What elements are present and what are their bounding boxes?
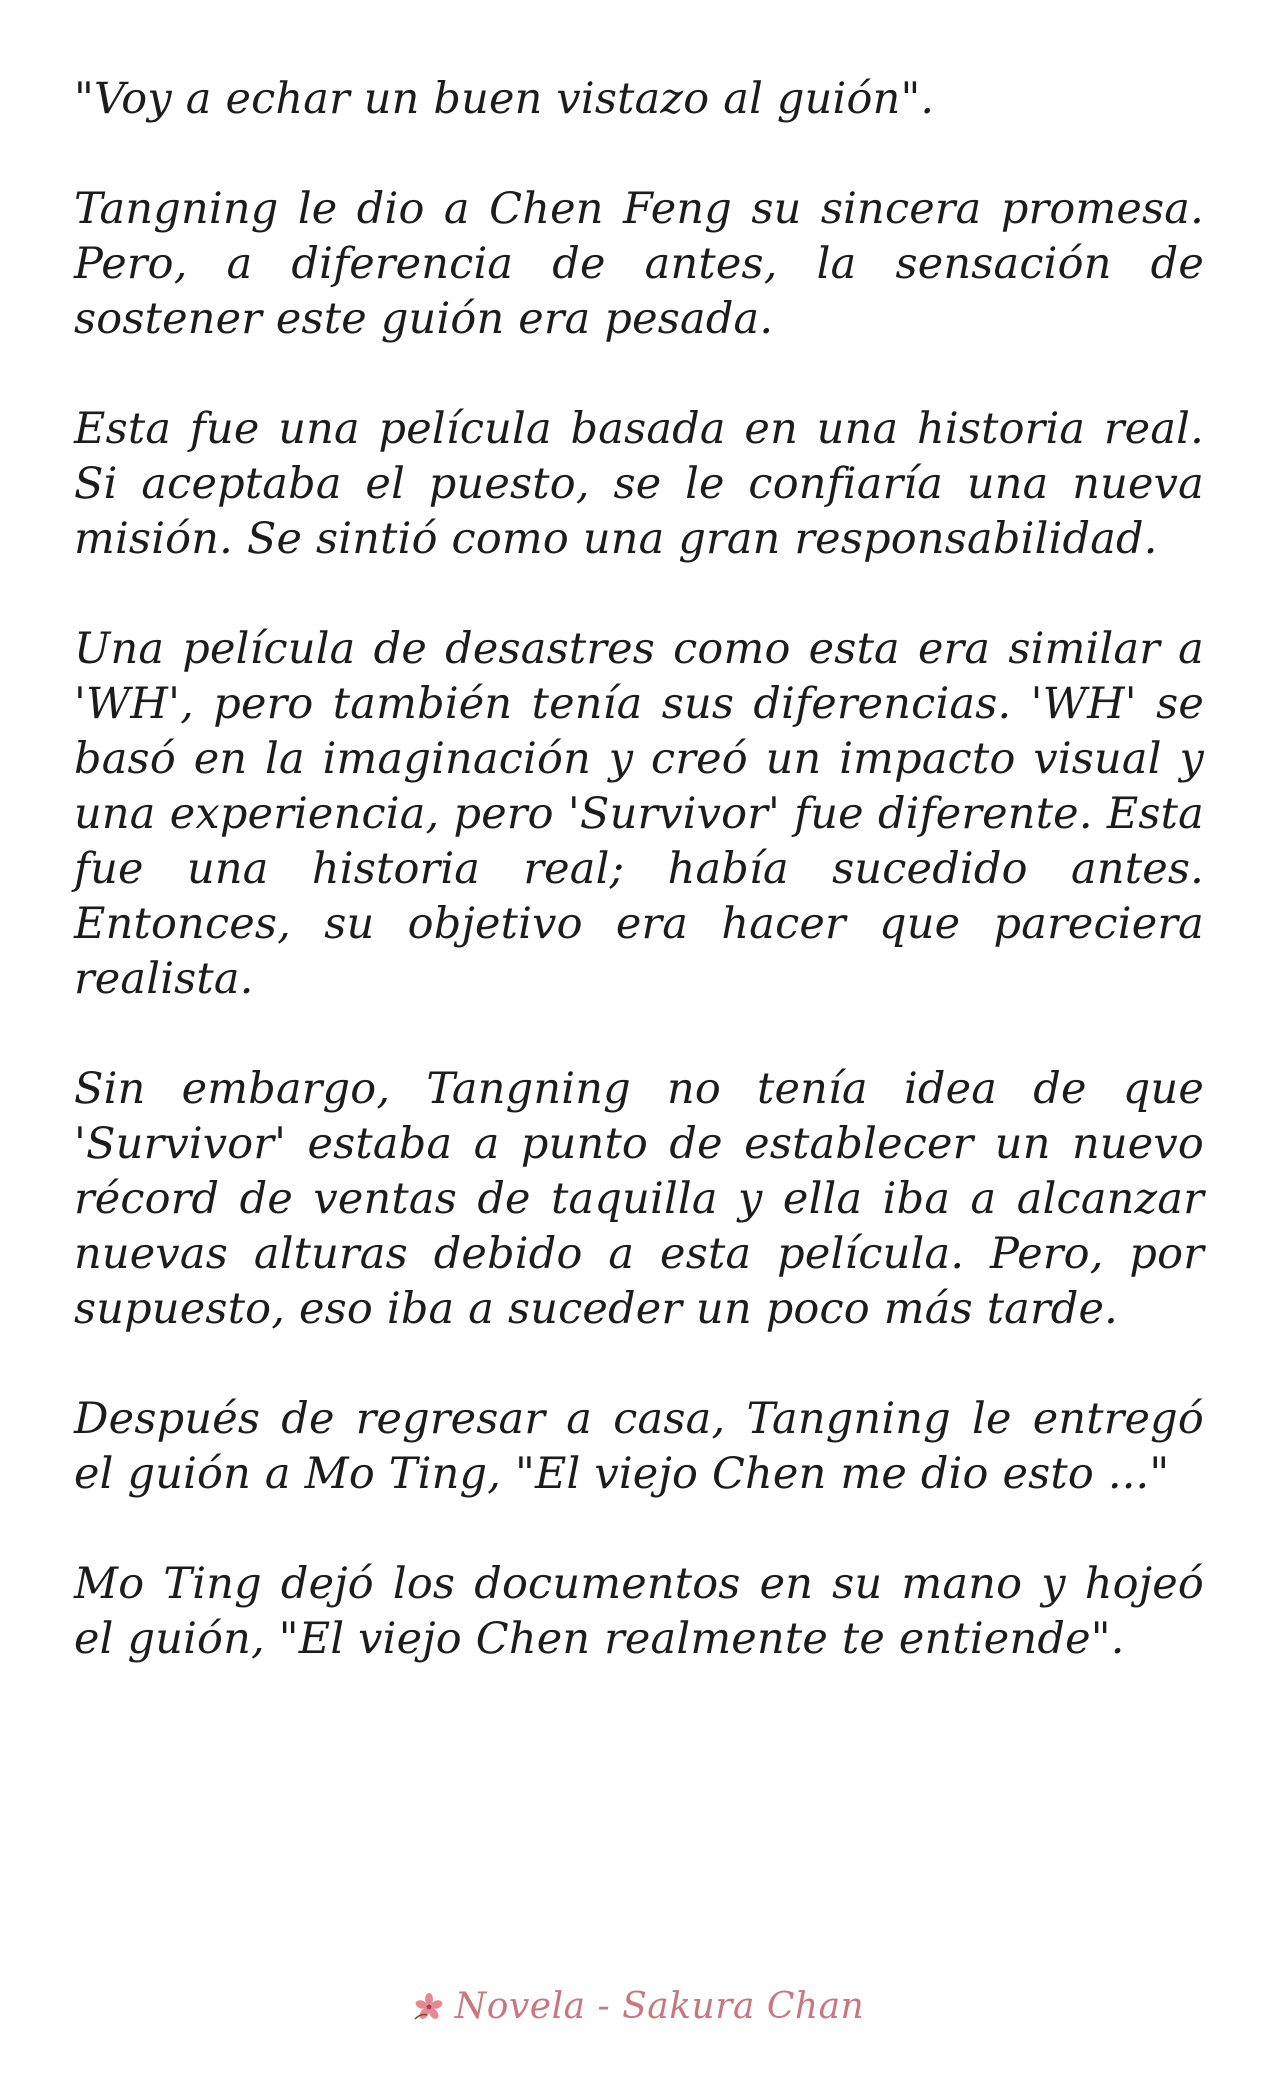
paragraph-7: Mo Ting dejó los documentos en su mano y hojeó el guión, "El viejo Chen realmente te entiende". bbox=[74, 1559, 1204, 1664]
paragraph-3: Esta fue una película basada en una historia real. Si aceptaba el puesto, se le confiaría una nueva misión. Se sintió como una gran responsabilidad. bbox=[74, 404, 1204, 564]
paragraph-2: Tangning le dio a Chen Feng su sincera promesa. Pero, a diferencia de antes, la sensación de sostener este guión era pesada. bbox=[74, 184, 1204, 344]
footer-text: Novela - Sakura Chan bbox=[454, 1986, 865, 2027]
paragraph-5: Sin embargo, Tangning no tenía idea de que 'Survivor' estaba a punto de establecer un nuevo récord de ventas de taquilla y ella iba a alcanzar nuevas alturas debido a esta película. Pero, por supuesto, eso iba a suceder un poco más tarde. bbox=[74, 1064, 1204, 1334]
document-body bbox=[74, 72, 1204, 1722]
footer-brand bbox=[411, 1986, 864, 2027]
sakura-flower-icon bbox=[411, 1989, 447, 2025]
footer-watermark bbox=[0, 1986, 1275, 2030]
paragraph-4: Una película de desastres como esta era similar a 'WH', pero también tenía sus diferencias. 'WH' se basó en la imaginación y creó un impacto visual y una experiencia, pero 'Survivor' fue diferente. Esta fue una historia real; había sucedido antes. Entonces, su objetivo era hacer que pareciera realista. bbox=[74, 624, 1204, 1004]
paragraph-1: "Voy a echar un buen vistazo al guión". bbox=[74, 74, 935, 124]
paragraph-6: Después de regresar a casa, Tangning le entregó el guión a Mo Ting, "El viejo Chen me dio esto ..." bbox=[74, 1394, 1204, 1499]
